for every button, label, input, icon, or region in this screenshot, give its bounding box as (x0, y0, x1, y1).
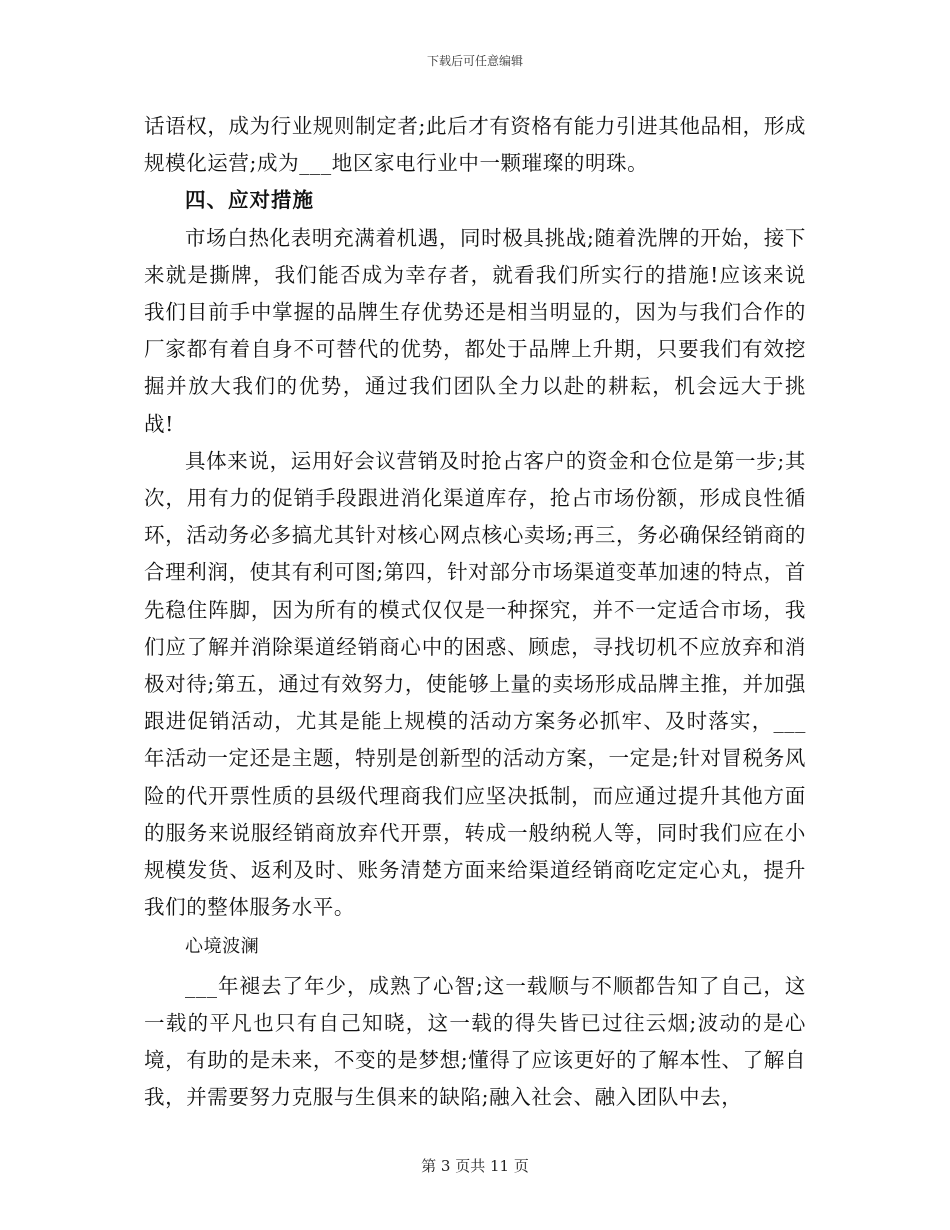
subheading-mood: 心境波澜 (185, 936, 260, 958)
section-heading-countermeasures: 四、应对措施 (185, 188, 314, 213)
paragraph-continued: 话语权，成为行业规则制定者;此后才有资格有能力引进其他品相，形成规模化运营;成为___地区家电行业中一颗璀璨的明珠。 (144, 114, 806, 176)
paragraph-reflection: ___年褪去了年少，成熟了心智;这一载顺与不顺都告知了自己，这一载的平凡也只有自己知晓，这一载的得失皆已过往云烟;波动的是心境，有助的是未来，不变的是梦想;懂得了应该更好的了解本性、了解自我，并需要努力克服与生俱来的缺陷;融入社会、融入团队中去， (144, 973, 806, 1110)
page-header-note: 下载后可任意编辑 (426, 54, 523, 68)
document-body (144, 108, 806, 1116)
paragraph-market-opportunity: 市场白热化表明充满着机遇，同时极具挑战;随着洗牌的开始，接下来就是撕牌，我们能否成为幸存者，就看我们所实行的措施!应该来说我们目前手中掌握的品牌生存优势还是相当明显的，因为与我们合作的厂家都有着自身不可替代的优势，都处于品牌上升期，只要我们有效挖掘并放大我们的优势，通过我们团队全力以赴的耕耘，机会远大于挑战! (144, 225, 806, 436)
paragraph-specific-measures: 具体来说，运用好会议营销及时抢占客户的资金和仓位是第一步;其次，用有力的促销手段跟进消化渠道库存，抢占市场份额，形成良性循环，活动务必多搞尤其针对核心网点核心卖场;再三，务必确保经销商的合理利润，使其有利可图;第四，针对部分市场渠道变革加速的特点，首先稳住阵脚，因为所有的模式仅仅是一种探究，并不一定适合市场，我们应了解并消除渠道经销商心中的困惑、顾虑，寻找切机不应放弃和消极对待;第五，通过有效努力，使能够上量的卖场形成品牌主推，并加强跟进促销活动，尤其是能上规模的活动方案务必抓牢、及时落实，___年活动一定还是主题，特别是创新型的活动方案，一定是;针对冒税务风险的代开票性质的县级代理商我们应坚决抵制，而应通过提升其他方面的服务来说服经销商放弃代开票，转成一般纳税人等，同时我们应在小规模发货、返利及时、账务清楚方面来给渠道经销商吃定定心丸，提升我们的整体服务水平。 (144, 448, 806, 920)
page-number-footer: 第 3 页共 11 页 (421, 1157, 529, 1175)
